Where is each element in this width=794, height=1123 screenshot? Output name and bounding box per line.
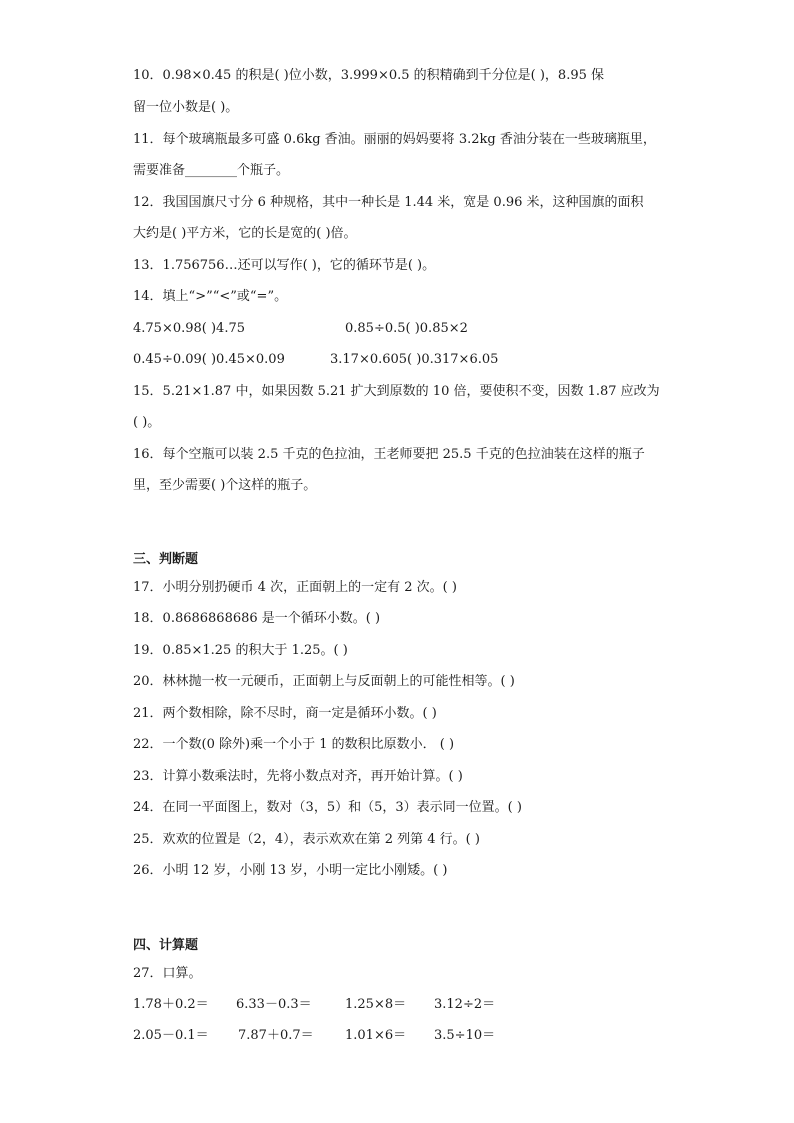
compare-item: 3.17×0.605( )0.317×6.05 [330,352,499,367]
calc-item: 7.87＋0.7＝ [238,1028,314,1043]
section-title-calculation: 四、计算题 [133,938,199,953]
question-20: 20．林林抛一枚一元硬币，正面朝上与反面朝上的可能性相等。( ) [133,674,515,689]
calc-item: 6.33－0.3＝ [236,997,312,1012]
question-27: 27．口算。 [133,966,202,981]
question-21: 21．两个数相除，除不尽时，商一定是循环小数。( ) [133,706,437,721]
question-17: 17．小明分别扔硬币 4 次，正面朝上的一定有 2 次。( ) [133,580,457,595]
question-11-line-1: 11．每个玻璃瓶最多可盛 0.6kg 香油。丽丽的妈妈要将 3.2kg 香油分装在一些玻璃瓶里， [133,132,656,147]
question-13: 13．1.756756…还可以写作( )，它的循环节是( )。 [133,258,436,273]
question-23: 23．计算小数乘法时，先将小数点对齐，再开始计算。( ) [133,769,463,784]
question-15-line-2: ( )。 [133,415,161,430]
compare-item: 0.45÷0.09( )0.45×0.09 [133,352,285,367]
question-19: 19．0.85×1.25 的积大于 1.25。( ) [133,643,348,658]
question-10-line-2: 留一位小数是( )。 [133,100,239,115]
question-11-line-2: 需要准备________个瓶子。 [133,163,290,178]
question-25: 25．欢欢的位置是（2，4），表示欢欢在第 2 列第 4 行。( ) [133,832,480,847]
question-18: 18．0.8686868686 是一个循环小数。( ) [133,611,381,626]
calc-item: 1.01×6＝ [345,1028,407,1043]
compare-item: 4.75×0.98( )4.75 [133,321,246,336]
question-22: 22．一个数(0 除外)乘一个小于 1 的数积比原数小． ( ) [133,737,455,752]
calc-item: 3.5÷10＝ [434,1028,496,1043]
calc-item: 1.25×8＝ [345,997,407,1012]
question-12-line-2: 大约是( )平方米，它的长是宽的( )倍。 [133,226,357,241]
calc-item: 3.12÷2＝ [434,997,496,1012]
question-26: 26．小明 12 岁，小刚 13 岁，小明一定比小刚矮。( ) [133,863,448,878]
question-24: 24．在同一平面图上，数对（3，5）和（5，3）表示同一位置。( ) [133,800,522,815]
question-16-line-2: 里，至少需要( )个这样的瓶子。 [133,478,317,493]
question-14: 14．填上“>”“<”或“=”。 [133,289,288,304]
question-10-line-1: 10．0.98×0.45 的积是( )位小数，3.999×0.5 的积精确到千分位是( )，8.95 保 [133,68,605,83]
question-16-line-1: 16．每个空瓶可以装 2.5 千克的色拉油，王老师要把 25.5 千克的色拉油装在这样的瓶子 [133,447,645,462]
calc-item: 2.05－0.1＝ [133,1028,209,1043]
calc-item: 1.78＋0.2＝ [133,997,209,1012]
section-title-judgement: 三、判断题 [133,552,199,567]
question-12-line-1: 12．我国国旗尺寸分 6 种规格，其中一种长是 1.44 米，宽是 0.96 米，这种国旗的面积 [133,195,644,210]
compare-item: 0.85÷0.5( )0.85×2 [345,321,468,336]
question-15-line-1: 15．5.21×1.87 中，如果因数 5.21 扩大到原数的 10 倍，要使积不变，因数 1.87 应改为 [133,384,660,399]
